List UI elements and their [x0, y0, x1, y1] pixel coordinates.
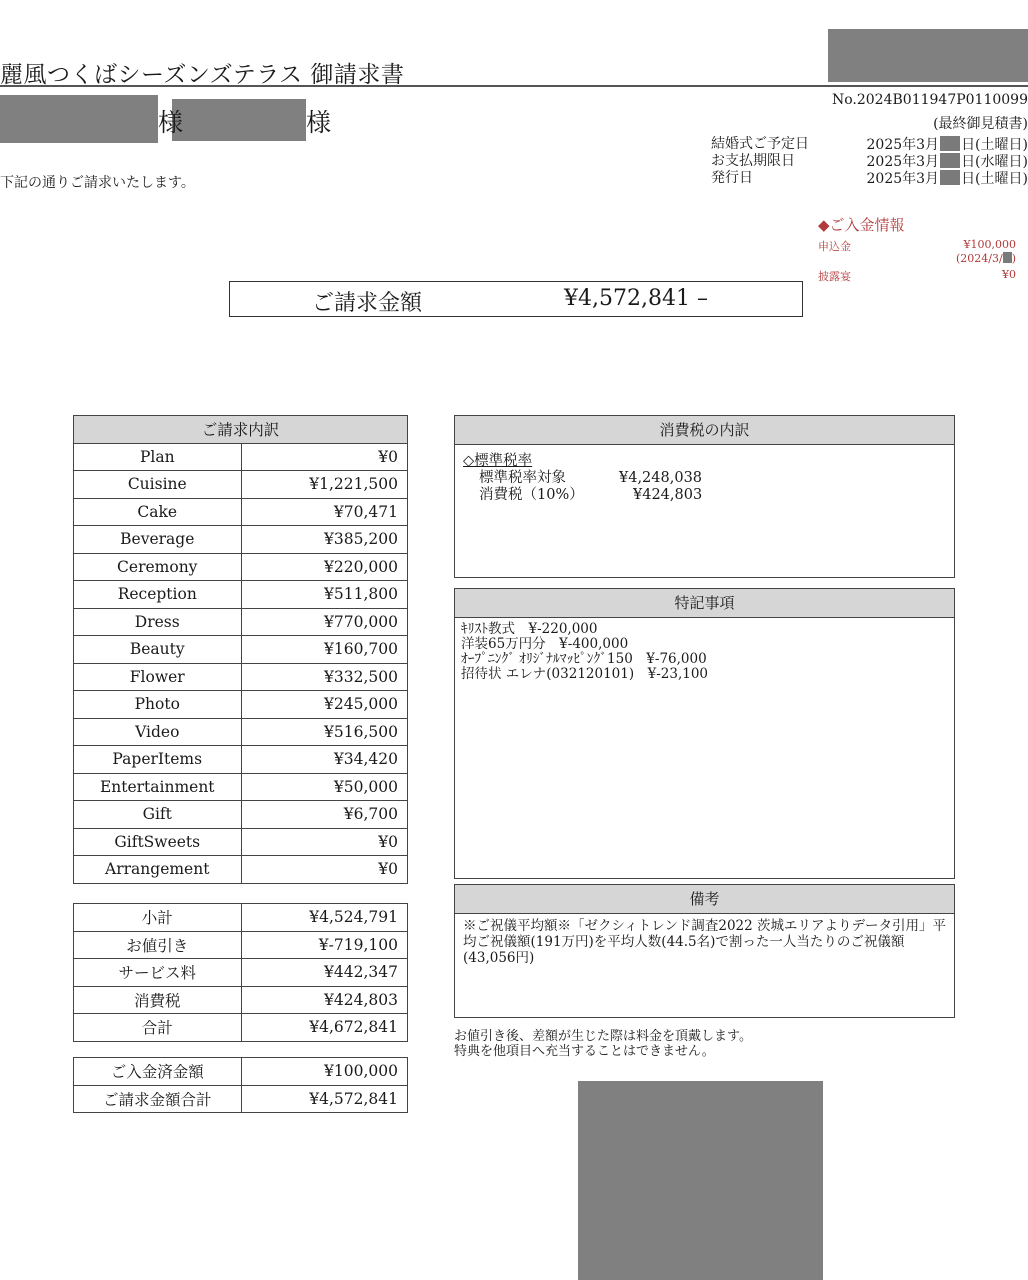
- breakdown-row: [74, 443, 408, 471]
- deposit-date: [956, 252, 1016, 265]
- breakdown-row: [74, 608, 408, 636]
- summary-row: [74, 1014, 408, 1042]
- breakdown-table: [73, 415, 408, 884]
- remarks-panel: [454, 884, 955, 1018]
- breakdown-row-label: Ceremony: [74, 553, 242, 581]
- summary-row-value: ¥4,524,791: [241, 904, 408, 932]
- breakdown-header: ご請求内訳: [74, 416, 408, 444]
- intro-text: 下記の通りご請求いたします。: [0, 175, 195, 191]
- summary-row: [74, 904, 408, 932]
- date-prefix: 2025年3月: [866, 171, 940, 187]
- breakdown-row-value: ¥770,000: [241, 608, 408, 636]
- date-suffix: 日(土曜日): [961, 171, 1028, 187]
- breakdown-row-label: Cake: [74, 498, 242, 526]
- breakdown-row-value: ¥245,000: [241, 691, 408, 719]
- tax-row-consumption: [463, 487, 946, 504]
- payment-summary-row-label: ご請求金額合計: [74, 1085, 242, 1113]
- special-notes-header: 特記事項: [455, 589, 954, 618]
- reception-value: ¥0: [1002, 268, 1016, 281]
- addressee-honorific-1: 様: [158, 108, 184, 137]
- date-suffix: 日(水曜日): [961, 154, 1028, 170]
- breakdown-row: [74, 746, 408, 774]
- breakdown-row-label: Plan: [74, 443, 242, 471]
- breakdown-row-value: ¥160,700: [241, 636, 408, 664]
- summary-row-label: 小計: [74, 904, 242, 932]
- redacted-block-top-right: [828, 29, 1028, 82]
- deposit-date-text: (2024/3/: [956, 252, 1003, 265]
- title-underline: [0, 85, 1028, 87]
- payment-summary-row-label: ご入金済金額: [74, 1058, 242, 1086]
- payment-summary-table: [73, 1057, 408, 1113]
- payment-summary-row-value: ¥100,000: [241, 1058, 408, 1086]
- redacted-day: [940, 136, 960, 151]
- summary-row-value: ¥-719,100: [241, 931, 408, 959]
- breakdown-row-label: PaperItems: [74, 746, 242, 774]
- breakdown-row: [74, 471, 408, 499]
- footnote-line: 特典を他項目へ充当することはできません。: [454, 1044, 715, 1059]
- redacted-day: [1003, 252, 1012, 263]
- summary-row-label: 合計: [74, 1014, 242, 1042]
- breakdown-row: [74, 581, 408, 609]
- redacted-day: [940, 153, 960, 168]
- tax-label: 消費税（10%）: [479, 487, 584, 503]
- breakdown-row: [74, 691, 408, 719]
- tax-breakdown-header: 消費税の内訳: [455, 416, 954, 445]
- summary-row-value: ¥442,347: [241, 959, 408, 987]
- breakdown-row-label: Arrangement: [74, 856, 242, 884]
- redacted-block-bottom: [578, 1081, 823, 1280]
- tax-label: 標準税率対象: [479, 470, 566, 486]
- breakdown-row-value: ¥332,500: [241, 663, 408, 691]
- summary-table: [73, 903, 408, 1042]
- date-prefix: 2025年3月: [866, 137, 940, 153]
- remarks-header: 備考: [455, 885, 954, 914]
- breakdown-row-value: ¥0: [241, 856, 408, 884]
- special-note-line: 洋装65万円分 ¥-400,000: [461, 636, 629, 652]
- breakdown-row-label: GiftSweets: [74, 828, 242, 856]
- breakdown-row: [74, 553, 408, 581]
- date-label: 発行日: [711, 170, 753, 186]
- date-value: [867, 136, 1028, 154]
- breakdown-row: [74, 526, 408, 554]
- date-label: お支払期限日: [711, 153, 795, 169]
- tax-value: ¥4,248,038: [619, 470, 703, 486]
- date-block: [711, 136, 1028, 187]
- tax-breakdown-panel: [454, 415, 955, 578]
- document-title: 麗風つくばシーズンズテラス 御請求書: [0, 62, 405, 88]
- summary-row: [74, 931, 408, 959]
- breakdown-row-label: Entertainment: [74, 773, 242, 801]
- reception-label: 披露宴: [818, 270, 851, 283]
- redacted-name-2: [172, 99, 306, 141]
- date-label: 結婚式ご予定日: [711, 136, 809, 152]
- payment-info-title: ◆ご入金情報: [818, 216, 905, 234]
- footnote-line: お値引き後、差額が生じた際は料金を頂戴します。: [454, 1029, 752, 1044]
- breakdown-row: [74, 856, 408, 884]
- deposit-value: ¥100,000: [963, 238, 1016, 251]
- deposit-label: 申込金: [818, 240, 851, 253]
- total-amount-value: ¥4,572,841 –: [564, 286, 708, 311]
- summary-row-label: 消費税: [74, 986, 242, 1014]
- breakdown-row-label: Video: [74, 718, 242, 746]
- breakdown-row-label: Dress: [74, 608, 242, 636]
- breakdown-row-label: Beverage: [74, 526, 242, 554]
- date-row-issued: [711, 170, 1028, 187]
- breakdown-row: [74, 636, 408, 664]
- breakdown-row-value: ¥70,471: [241, 498, 408, 526]
- summary-row-value: ¥4,672,841: [241, 1014, 408, 1042]
- breakdown-row-value: ¥0: [241, 828, 408, 856]
- breakdown-row-value: ¥0: [241, 443, 408, 471]
- deposit-date-close: ): [1011, 252, 1016, 265]
- payment-summary-row: [74, 1085, 408, 1113]
- remarks-text: ※ご祝儀平均額※「ゼクシィトレンド調査2022 茨城エリアよりデータ引用」平均ご祝儀額(191万円)を平均人数(44.5名)で割った一人当たりのご祝儀額(43,056円): [463, 918, 946, 966]
- breakdown-row-label: Cuisine: [74, 471, 242, 499]
- tax-value: ¥424,803: [633, 487, 703, 503]
- payment-summary-row-value: ¥4,572,841: [241, 1085, 408, 1113]
- breakdown-row: [74, 801, 408, 829]
- date-value: [867, 170, 1028, 188]
- breakdown-row-value: ¥220,000: [241, 553, 408, 581]
- special-note-line: 招待状 エレナ(032120101) ¥-23,100: [461, 666, 709, 682]
- special-note-line: ｷﾘｽﾄ教式 ¥-220,000: [461, 621, 598, 637]
- document-number: No.2024B011947P0110099: [831, 92, 1028, 108]
- payment-deposit-row: [818, 238, 1016, 252]
- breakdown-row-value: ¥34,420: [241, 746, 408, 774]
- special-notes-panel: [454, 588, 955, 879]
- payment-summary-row: [74, 1058, 408, 1086]
- summary-row: [74, 986, 408, 1014]
- breakdown-row-label: Flower: [74, 663, 242, 691]
- breakdown-row-label: Gift: [74, 801, 242, 829]
- breakdown-row-value: ¥385,200: [241, 526, 408, 554]
- payment-reception-row: [818, 268, 1016, 282]
- footnote: [454, 1029, 752, 1059]
- tax-row-taxable: [463, 470, 946, 487]
- document-status: (最終御見積書): [933, 116, 1028, 132]
- breakdown-row-value: ¥511,800: [241, 581, 408, 609]
- special-note-line: ｵｰﾌﾟﾆﾝｸﾞ ｵﾘｼﾞﾅﾙﾏｯﾋﾟﾝｸﾞ150 ¥-76,000: [461, 651, 707, 667]
- date-row-payment-due: [711, 153, 1028, 170]
- breakdown-row-label: Reception: [74, 581, 242, 609]
- addressee-honorific-2: 様: [306, 108, 332, 137]
- redacted-day: [940, 170, 960, 185]
- breakdown-row: [74, 828, 408, 856]
- breakdown-row: [74, 663, 408, 691]
- breakdown-row-label: Photo: [74, 691, 242, 719]
- date-value: [867, 153, 1028, 171]
- date-row-wedding: [711, 136, 1028, 153]
- breakdown-row-label: Beauty: [74, 636, 242, 664]
- total-amount-box: [229, 281, 803, 317]
- breakdown-row: [74, 718, 408, 746]
- total-amount-label: ご請求金額: [312, 291, 423, 316]
- breakdown-row-value: ¥516,500: [241, 718, 408, 746]
- breakdown-row-value: ¥6,700: [241, 801, 408, 829]
- summary-row-value: ¥424,803: [241, 986, 408, 1014]
- special-notes-body: [455, 618, 954, 686]
- payment-info: [818, 214, 1016, 282]
- summary-row-label: サービス料: [74, 959, 242, 987]
- tax-category: ◇標準税率: [463, 453, 533, 469]
- redacted-name-1: [0, 95, 158, 143]
- breakdown-row: [74, 773, 408, 801]
- summary-row: [74, 959, 408, 987]
- payment-deposit-date-row: [818, 252, 1016, 268]
- date-suffix: 日(土曜日): [961, 137, 1028, 153]
- summary-row-label: お値引き: [74, 931, 242, 959]
- breakdown-row: [74, 498, 408, 526]
- date-prefix: 2025年3月: [866, 154, 940, 170]
- breakdown-row-value: ¥1,221,500: [241, 471, 408, 499]
- breakdown-row-value: ¥50,000: [241, 773, 408, 801]
